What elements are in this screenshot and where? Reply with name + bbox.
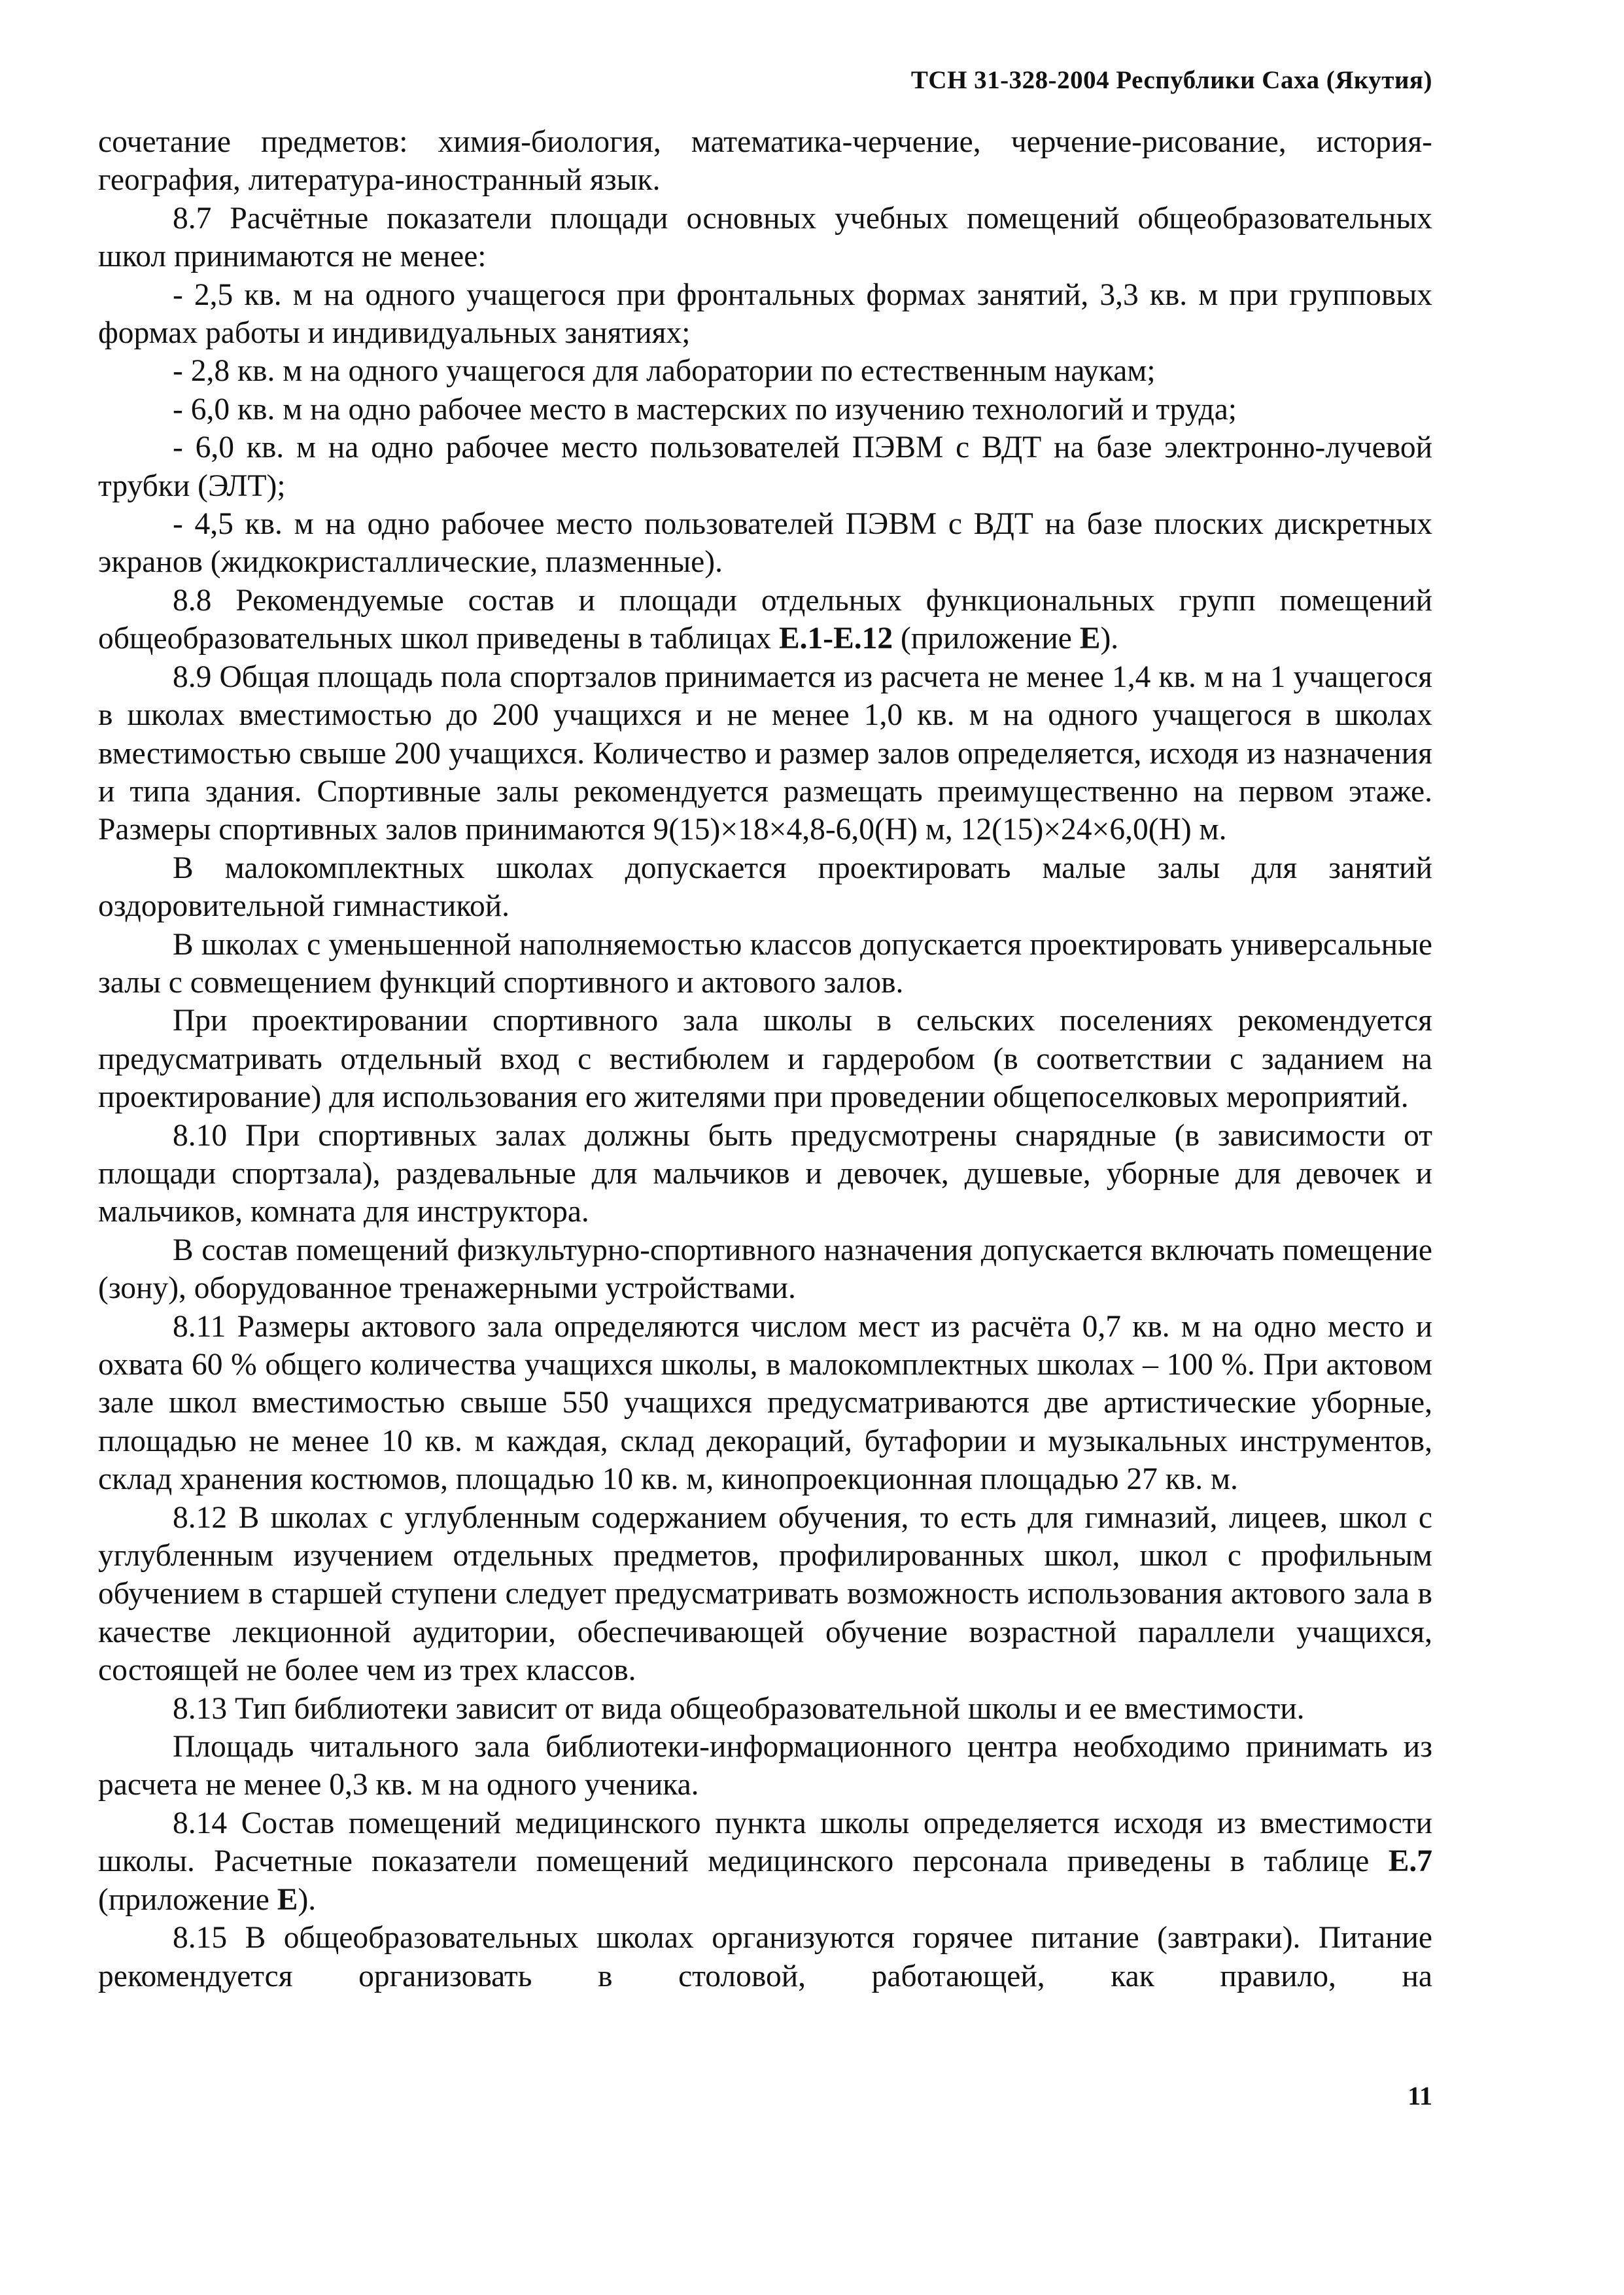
- paragraph-8-7: 8.7 Расчётные показатели площади основных учебных помещений общеобразовательных школ принимаются не менее:: [98, 201, 1432, 274]
- appendix-ref-e: Е: [277, 1882, 298, 1917]
- paragraph-8-15: 8.15 В общеобразовательных школах организуются горячее питание (завтраки). Питание рекомендуется организовать в столовой, работающей, как правило, на: [98, 1921, 1432, 1993]
- paragraph-reading-room: Площадь читального зала библиотеки-информационного центра необходимо принимать из расчета не менее 0,3 кв. м на одного ученика.: [98, 1730, 1432, 1802]
- paragraph-continuation: сочетание предметов: химия-биология, математика-черчение, черчение-рисование, история-география, литература-иностранный язык.: [98, 125, 1432, 198]
- paragraph-rural-sports-hall: При проектировании спортивного зала школы в сельских поселениях рекомендуется предусматривать отдельный вход с вестибюлем и гардеробом (в соответствии с заданием на проектирование) для использования его жителями при проведении общепоселковых мероприятий.: [98, 1004, 1432, 1115]
- paragraph-8-12: 8.12 В школах с углубленным содержанием обучения, то есть для гимназий, лицеев, школ с углубленным изучением отдельных предметов, профилированных школ, школ с профильным обучением в старшей ступени следует предусматривать возможность использования актового зала в качестве лекционной аудитории, обеспечивающей обучение возрастной параллели учащихся, состоящей не более чем из трех классов.: [98, 1500, 1432, 1688]
- paragraph-8-14-text: ).: [298, 1882, 317, 1917]
- paragraph-8-8: [98, 582, 1432, 658]
- paragraph-universal-halls: В школах с уменьшенной наполняемостью классов допускается проектировать универсальные залы с совмещением функций спортивного и актового залов.: [98, 927, 1432, 1000]
- document-body: [98, 123, 1432, 1995]
- page-number: 11: [1408, 2081, 1432, 2111]
- table-ref-e7: Е.7: [1388, 1844, 1432, 1879]
- running-header: ТСН 31-328-2004 Республики Саха (Якутия): [910, 66, 1432, 94]
- paragraph-8-10: 8.10 При спортивных залах должны быть предусмотрены снарядные (в зависимости от площади спортзала), раздевальные для мальчиков и девочек, душевые, уборные для девочек и мальчиков, комната для инструктора.: [98, 1118, 1432, 1229]
- table-ref-e1-e12: Е.1-Е.12: [778, 622, 893, 656]
- paragraph-fitness-zone: В состав помещений физкультурно-спортивного назначения допускается включать помещение (зону), оборудованное тренажерными устройствами.: [98, 1233, 1432, 1306]
- paragraph-small-halls: В малокомплектных школах допускается проектировать малые залы для занятий оздоровительной гимнастикой.: [98, 850, 1432, 924]
- list-item-workshops: - 6,0 кв. м на одно рабочее место в мастерских по изучению технологий и труда;: [173, 392, 1237, 427]
- list-item-area-per-student: - 2,5 кв. м на одного учащегося при фронтальных формах занятий, 3,3 кв. м при групповых формах работы и индивидуальных занятиях;: [98, 277, 1432, 351]
- paragraph-8-14-text: 8.14 Состав помещений медицинского пункта школы определяется исходя из вместимости школы. Расчетные показатели помещений медицинского персонала приведены в таблице: [98, 1806, 1432, 1879]
- paragraph-8-8-text: ).: [1100, 622, 1119, 656]
- paragraph-8-8-text: (приложение: [893, 622, 1080, 656]
- paragraph-8-8-text: 8.8 Рекомендуемые состав и площади отдельных функциональных групп помещений общеобразовательных школ приведены в таблицах: [98, 583, 1432, 656]
- paragraph-8-11: 8.11 Размеры актового зала определяются числом мест из расчёта 0,7 кв. м на одно место и охвата 60 % общего количества учащихся школы, в малокомплектных школах – 100 %. При актовом зале школ вместимостью свыше 550 учащихся предусматриваются две артистические уборные, площадью не менее 10 кв. м каждая, склад декораций, бутафории и музыкальных инструментов, склад хранения костюмов, площадью 10 кв. м, кинопроекционная площадью 27 кв. м.: [98, 1309, 1432, 1497]
- list-item-pc-crt: - 6,0 кв. м на одно рабочее место пользователей ПЭВМ с ВДТ на базе электронно-лучевой трубки (ЭЛТ);: [98, 430, 1432, 503]
- paragraph-8-14-text: (приложение: [98, 1882, 277, 1917]
- appendix-ref-e: Е: [1079, 622, 1101, 656]
- list-item-pc-flat: - 4,5 кв. м на одно рабочее место пользователей ПЭВМ с ВДТ на базе плоских дискретных экранов (жидкокристаллические, плазменные).: [98, 507, 1432, 580]
- paragraph-8-9: 8.9 Общая площадь пола спортзалов принимается из расчета не менее 1,4 кв. м на 1 учащегося в школах вместимостью до 200 учащихся и не менее 1,0 кв. м на одного учащегося в школах вместимостью свыше 200 учащихся. Количество и размер залов определяется, исходя из назначения и типа здания. Спортивные залы рекомендуется размещать преимущественно на первом этаже. Размеры спортивных залов принимаются 9(15)×18×4,8-6,0(Н) м, 12(15)×24×6,0(Н) м.: [98, 659, 1432, 847]
- paragraph-8-13: 8.13 Тип библиотеки зависит от вида общеобразовательной школы и ее вместимости.: [173, 1691, 1305, 1726]
- paragraph-8-14: [98, 1804, 1432, 1919]
- list-item-laboratory: - 2,8 кв. м на одного учащегося для лаборатории по естественным наукам;: [173, 354, 1156, 389]
